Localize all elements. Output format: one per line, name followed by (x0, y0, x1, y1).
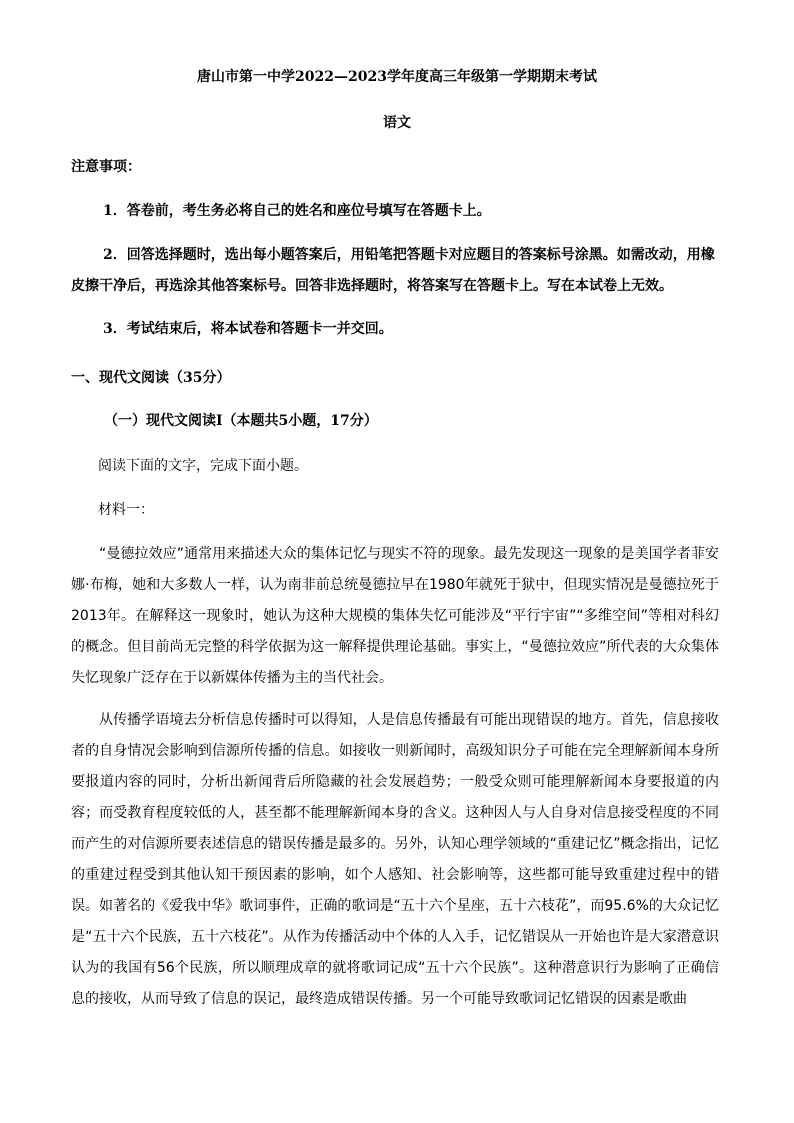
notes-heading: 注意事项： (71, 159, 141, 175)
note-item-2: 2．回答选择题时，选出每小题答案后，用铅笔把答题卡对应题目的答案标号涂黑。如需改动，用橡皮擦干净后，再选涂其他答案标号。回答非选择题时，将答案写在答题卡上。写在本试卷上无效。 (71, 247, 715, 294)
body-paragraph-1: “曼德拉效应”通常用来描述大众的集体记忆与现实不符的现象。最先发现这一现象的是美国学者菲安娜·布梅，她和大多数人一样，认为南非前总统曼德拉早在1980年就死于狱中，但现实情况是曼德拉死于2013年。在解释这一现象时，她认为这种大规模的集体失忆可能涉及“平行宇宙”“多维空间”等相对科幻的概念。但目前尚无完整的科学依据为这一解释提供理论基础。事实上，“曼德拉效应”所代表的大众集体失忆现象广泛存在于以新媒体传播为主的当代社会。 (71, 546, 719, 686)
material-label: 材料一： (98, 502, 154, 518)
body-paragraph-2: 从传播学语境去分析信息传播时可以得知，人是信息传播最有可能出现错误的地方。首先，信息接收者的自身情况会影响到信源所传播的信息。如接收一则新闻时，高级知识分子可能在完全理解新闻本身所要报道内容的同时，分析出新闻背后所隐藏的社会发展趋势；一般受众则可能理解新闻本身要报道的内容；而受教育程度较低的人，甚至都不能理解新闻本身的含义。这种因人与人自身对信息接受程度的不同而产生的对信源所要表述信息的错误传播是最多的。另外，认知心理学领域的“重建记忆”概念指出，记忆的重建过程受到其他认知干预因素的影响，如个人感知、社会影响等，这些都可能导致重建过程中的错误。如著名的《爱我中华》歌词事件，正确的歌词是“五十六个星座，五十六枝花”，而95.6%的大众记忆是“五十六个民族，五十六枝花”。从作为传播活动中个体的人入手，记忆错误从一开始也许是大家潜意识认为的我国有56个民族，所以顺理成章的就将歌词记成“五十六个民族”。这种潜意识行为影响了正确信息的接收，从而导致了信息的误记，最终造成错误传播。另一个可能导致歌词记忆错误的因素是歌曲 (71, 712, 719, 1007)
reading-instruction: 阅读下面的文字，完成下面小题。 (98, 458, 308, 474)
exam-subject: 语文 (383, 115, 411, 131)
section-heading: 一、现代文阅读（35分） (71, 370, 231, 386)
note-item-1: 1．答卷前，考生务必将自己的姓名和座位号填写在答题卡上。 (103, 203, 491, 219)
subsection-heading: （一）现代文阅读Ⅰ（本题共5小题，17分） (104, 413, 378, 429)
exam-title: 唐山市第一中学2022—2023学年度高三年级第一学期期末考试 (197, 69, 597, 85)
note-item-3: 3．考试结束后，将本试卷和答题卡一并交回。 (103, 321, 393, 337)
